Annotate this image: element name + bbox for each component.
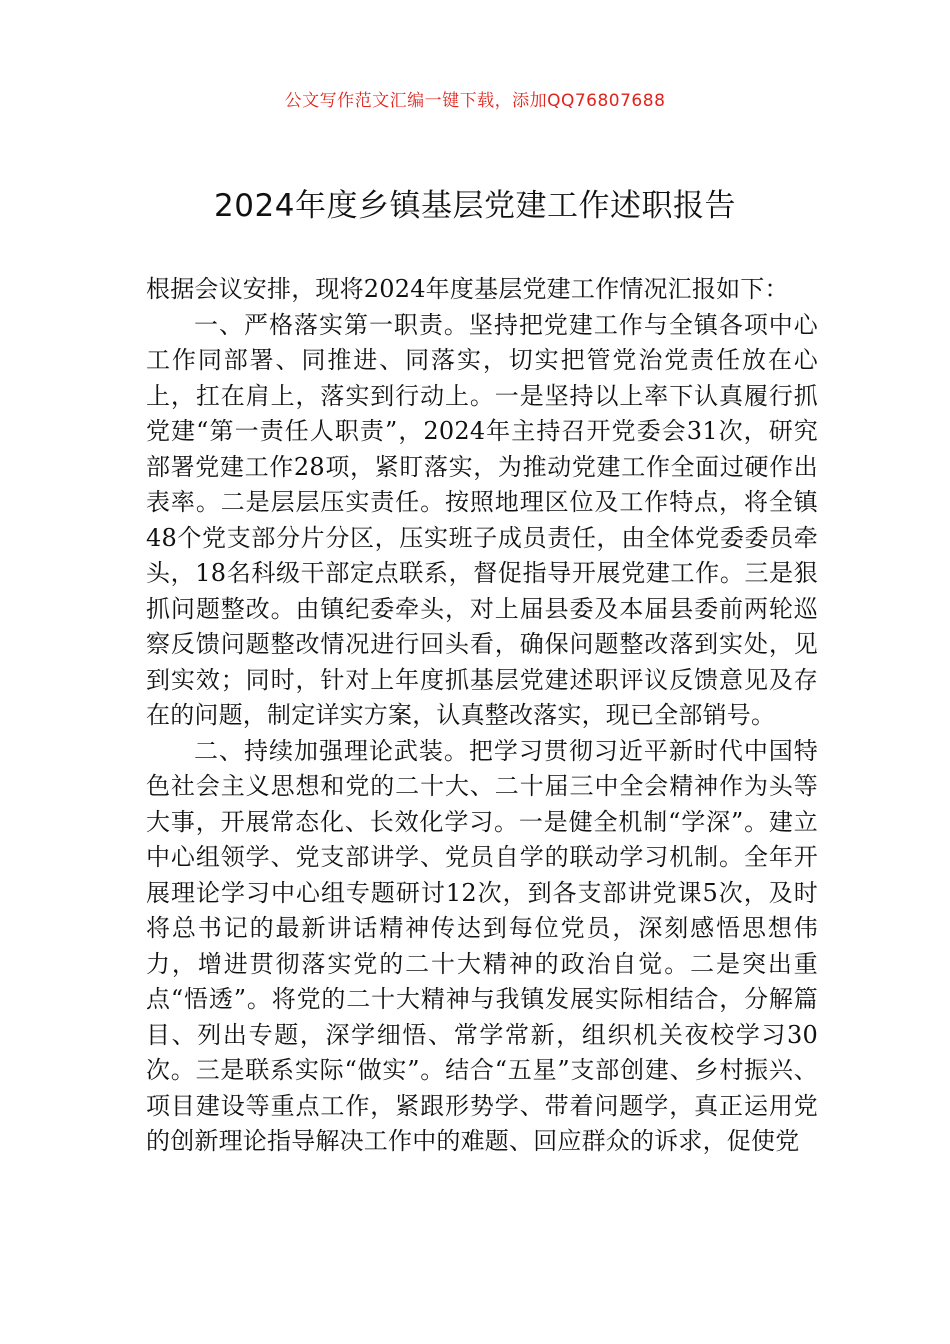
document-body: [146, 272, 818, 1160]
download-banner: 公文写作范文汇编一键下载，添加QQ76807688: [284, 91, 666, 111]
section-two-paragraph: 二、持续加强理论武装。把学习贯彻习近平新时代中国特色社会主义思想和党的二十大、二十届三中全会精神作为头等大事，开展常态化、长效化学习。一是健全机制“学深”。建立中心组领学、党支部讲学、党员自学的联动学习机制。全年开展理论学习中心组专题研讨12次，到各支部讲党课5次，及时将总书记的最新讲话精神传达到每位党员，深刻感悟思想伟力，增进贯彻落实党的二十大精神的政治自觉。二是突出重点“悟透”。将党的二十大精神与我镇发展实际相结合，分解篇目、列出专题，深学细悟、常学常新，组织机关夜校学习30次。三是联系实际“做实”。结合“五星”支部创建、乡村振兴、项目建设等重点工作，紧跟形势学、带着问题学，真正运用党的创新理论指导解决工作中的难题、回应群众的诉求，促使党: [146, 736, 818, 1155]
intro-paragraph: 根据会议安排，现将2024年度基层党建工作情况汇报如下：: [146, 275, 789, 303]
document-title: 2024年度乡镇基层党建工作述职报告: [214, 188, 736, 224]
section-one-paragraph: 一、严格落实第一职责。坚持把党建工作与全镇各项中心工作同部署、同推进、同落实，切实把管党治党责任放在心上，扛在肩上，落实到行动上。一是坚持以上率下认真履行抓党建“第一责任人职责”，2024年主持召开党委会31次，研究部署党建工作28项，紧盯落实，为推动党建工作全面过硬作出表率。二是层层压实责任。按照地理区位及工作特点，将全镇48个党支部分片分区，压实班子成员责任，由全体党委委员牵头，18名科级干部定点联系，督促指导开展党建工作。三是狠抓问题整改。由镇纪委牵头，对上届县委及本届县委前两轮巡察反馈问题整改情况进行回头看，确保问题整改落到实处，见到实效；同时，针对上年度抓基层党建述职评议反馈意见及存在的问题，制定详实方案，认真整改落实，现已全部销号。: [146, 310, 818, 729]
